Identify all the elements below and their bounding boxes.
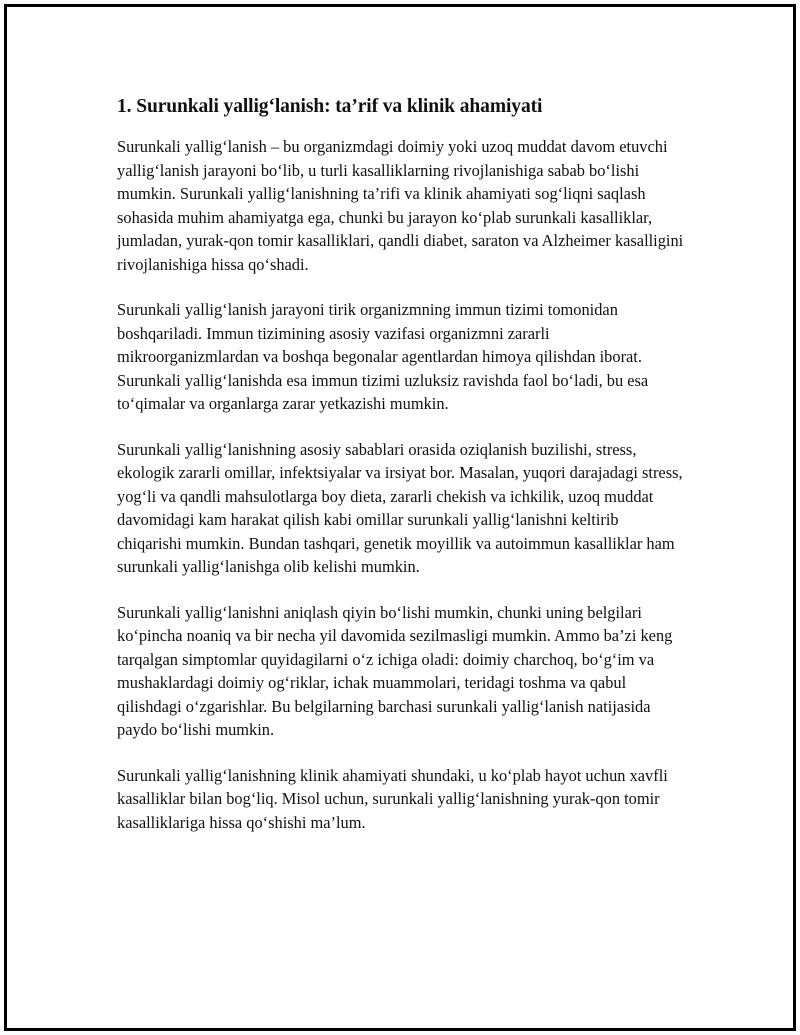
paragraph-definition: Surunkali yallig‘lanish – bu organizmdagi doimiy yoki uzoq muddat davom etuvchi yallig‘lanish jarayoni bo‘lib, u turli kasalliklarning rivojlanishiga sabab bo‘lishi mumkin. Surunkali yallig‘lanishning ta’rifi va klinik ahamiyati sog‘liqni saqlash sohasida muhim ahamiyatga ega, chunki bu jarayon ko‘plab surunkali kasalliklar, jumladan, yurak-qon tomir kasalliklari, qandli diabet, saraton va Alzheimer kasalligini rivojlanishiga hissa qo‘shadi. <box>117 137 684 274</box>
paragraph-clinical-significance: Surunkali yallig‘lanishning klinik ahamiyati shundaki, u ko‘plab hayot uchun xavfli kasalliklar bilan bog‘liq. Misol uchun, surunkali yallig‘lanishning yurak-qon tomir kasalliklariga hissa qo‘shishi ma’lum. <box>117 765 668 832</box>
paragraph-symptoms: Surunkali yallig‘lanishni aniqlash qiyin bo‘lishi mumkin, chunki uning belgilari ko‘pincha noaniq va bir necha yil davomida sezilmasligi mumkin. Ammo ba’zi keng tarqalgan simptomlar quyidagilarni o‘z ichiga oladi: doimiy charchoq, bo‘g‘im va mushaklardagi doimiy og‘riklar, ichak muammolari, teridagi toshma va qabul qilishdagi o‘zgarishlar. Bu belgilarning barchasi surunkali yallig‘lanish natijasida paydo bo‘lishi mumkin. <box>117 602 673 739</box>
paragraph-causes: Surunkali yallig‘lanishning asosiy sabablari orasida oziqlanish buzilishi, stress, ekologik zararli omillar, infektsiyalar va irsiyat bor. Masalan, yuqori darajadagi stress, yog‘li va qandli mahsulotlarga boy dieta, zararli chekish va ichkilik, uzoq muddat davomidagi kam harakat qilish kabi omillar surunkali yallig‘lanishni keltirib chiqarishi mumkin. Bundan tashqari, genetik moyillik va autoimmun kasalliklar ham surunkali yallig‘lanishga olib kelishi mumkin. <box>117 439 683 576</box>
paragraph-immune-system: Surunkali yallig‘lanish jarayoni tirik organizmning immun tizimi tomonidan boshqariladi. Immun tizimining asosiy vazifasi organizmni zararli mikroorganizmlardan va boshqa begonalar agentlardan himoya qilishdan iborat. Surunkali yallig‘lanishda esa immun tizimi uzluksiz ravishda faol bo‘ladi, bu esa to‘qimalar va organlarga zarar yetkazishi mumkin. <box>117 300 649 413</box>
section-heading: 1. Surunkali yallig‘lanish: ta’rif va klinik ahamiyati <box>117 96 543 117</box>
document-body <box>117 95 687 856</box>
